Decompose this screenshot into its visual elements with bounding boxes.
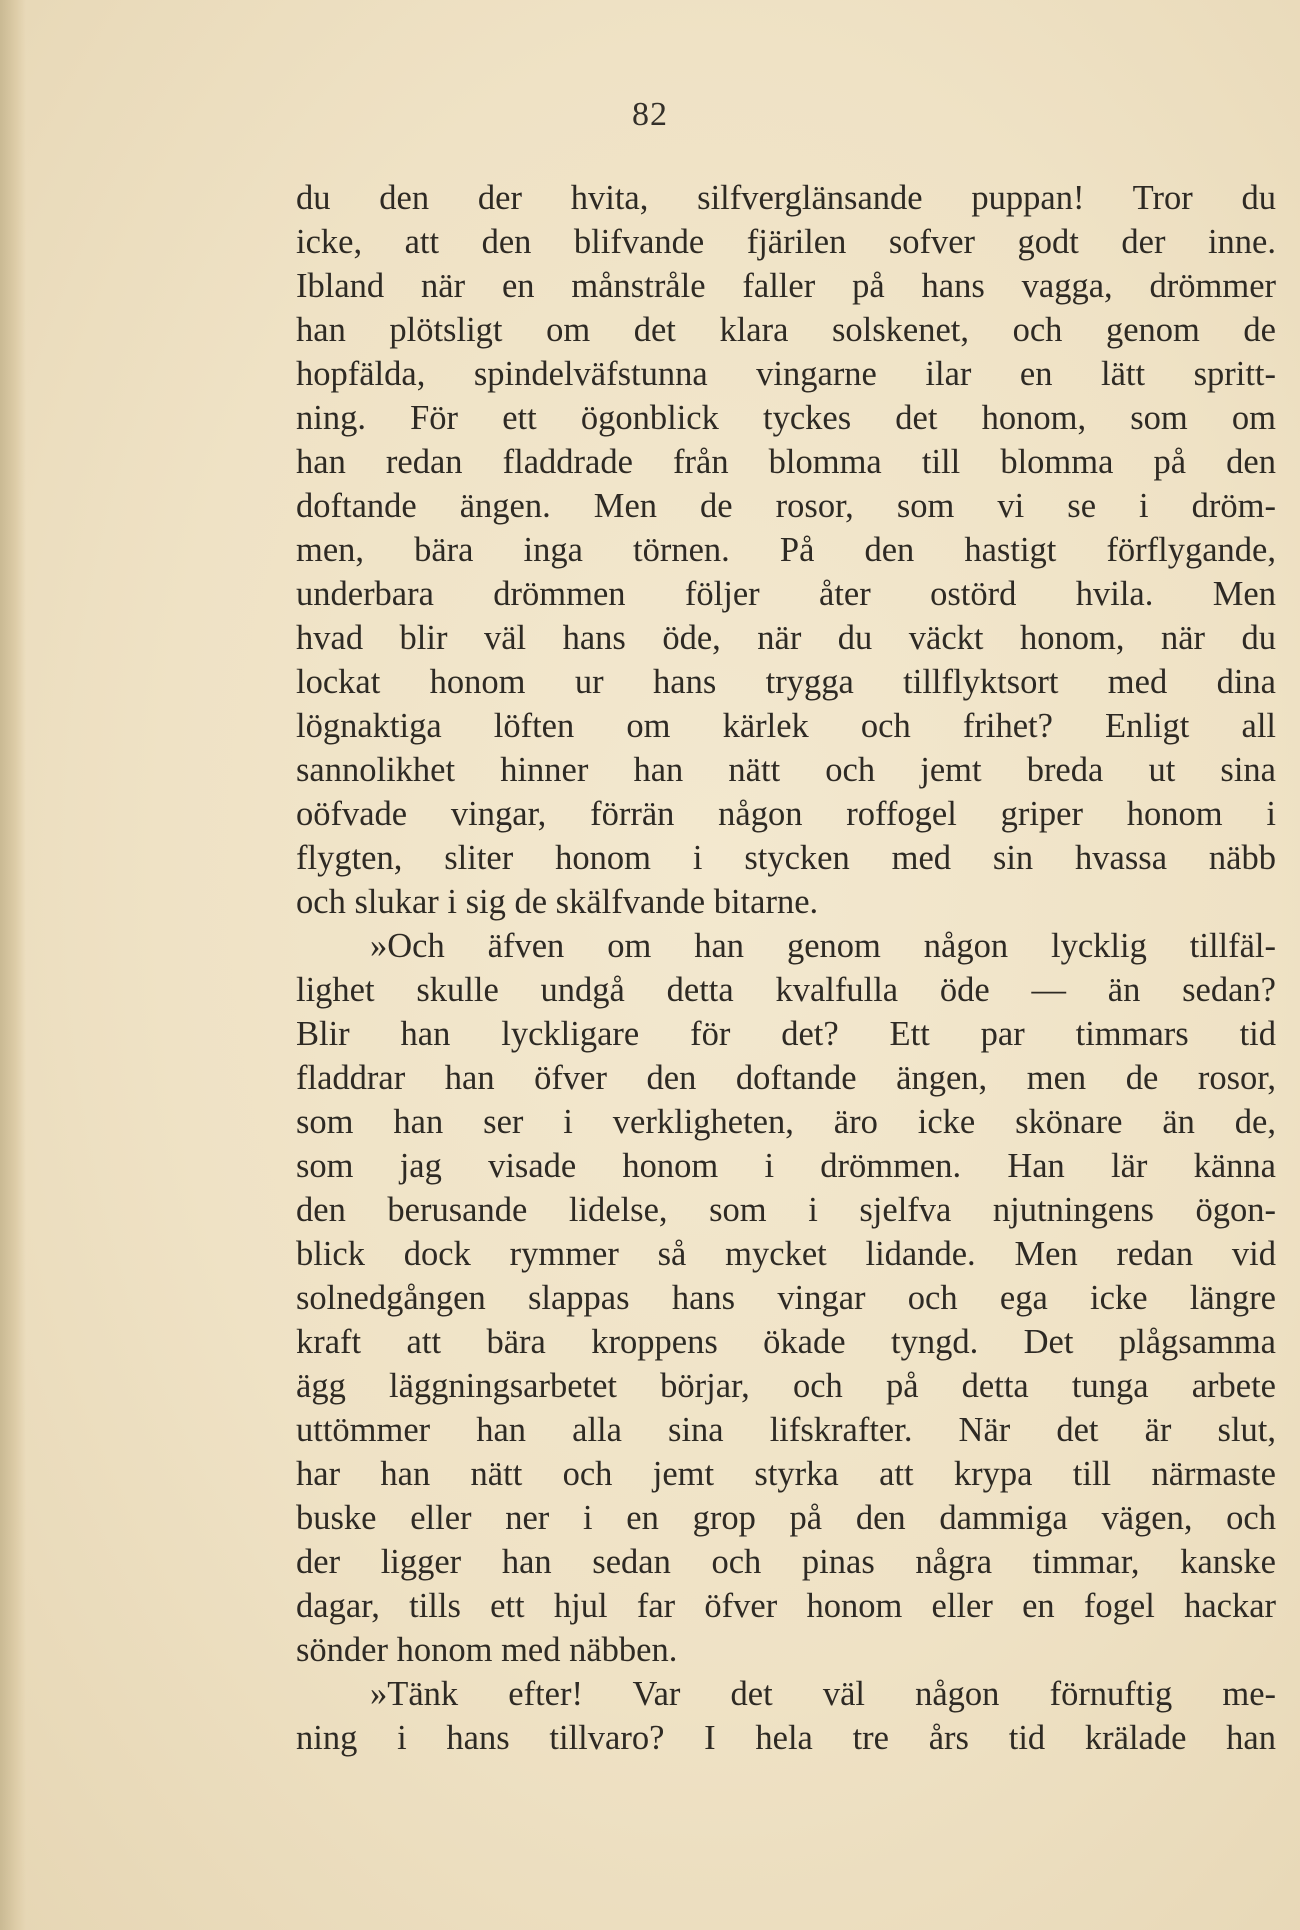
text-line: dagar, tills ett hjul far öfver honom eller en fogel hackar (296, 1587, 1276, 1625)
text-line: underbara drömmen följer åter ostörd hvila. Men (296, 575, 1276, 613)
text-line: sönder honom med näbben. (296, 1631, 678, 1669)
body-text (296, 176, 1276, 1760)
text-line: och slukar i sig de skälfvande bitarne. (296, 883, 819, 921)
text-line: lighet skulle undgå detta kvalfulla öde — än sedan? (296, 971, 1276, 1009)
text-line: doftande ängen. Men de rosor, som vi se i dröm- (296, 487, 1276, 525)
text-line: ning i hans tillvaro? I hela tre års tid krälade han (296, 1719, 1276, 1757)
text-line: blick dock rymmer så mycket lidande. Men redan vid (296, 1235, 1276, 1273)
paragraph (296, 1672, 1276, 1760)
text-line: lockat honom ur hans trygga tillflyktsort med dina (296, 663, 1276, 701)
text-line: Blir han lyckligare för det? Ett par timmars tid (296, 1015, 1276, 1053)
text-line: du den der hvita, silfverglänsande puppan! Tror du (296, 179, 1276, 217)
text-line: der ligger han sedan och pinas några timmar, kanske (296, 1543, 1276, 1581)
text-line: har han nätt och jemt styrka att krypa till närmaste (296, 1455, 1276, 1493)
text-line: fladdrar han öfver den doftande ängen, men de rosor, (296, 1059, 1276, 1097)
text-line: han redan fladdrade från blomma till blomma på den (296, 443, 1276, 481)
text-line: solnedgången slappas hans vingar och ega icke längre (296, 1279, 1276, 1317)
text-line: hvad blir väl hans öde, när du väckt honom, när du (296, 619, 1276, 657)
text-line: den berusande lidelse, som i sjelfva njutningens ögon- (296, 1191, 1276, 1229)
text-line: icke, att den blifvande fjärilen sofver godt der inne. (296, 223, 1276, 261)
text-line: uttömmer han alla sina lifskrafter. När det är slut, (296, 1411, 1276, 1449)
text-line: men, bära inga törnen. På den hastigt förflygande, (296, 531, 1276, 569)
text-line: som han ser i verkligheten, äro icke skönare än de, (296, 1103, 1276, 1141)
text-line: flygten, sliter honom i stycken med sin hvassa näbb (296, 839, 1276, 877)
text-line: han plötsligt om det klara solskenet, och genom de (296, 311, 1276, 349)
page-binding-shadow (0, 0, 26, 1930)
text-line: lögnaktiga löften om kärlek och frihet? Enligt all (296, 707, 1276, 745)
text-line: »Tänk efter! Var det väl någon förnuftig me- (370, 1675, 1276, 1713)
text-line: hopfälda, spindelväfstunna vingarne ilar en lätt spritt- (296, 355, 1276, 393)
text-line: buske eller ner i en grop på den dammiga vägen, och (296, 1499, 1276, 1537)
text-line: Ibland när en månstråle faller på hans vagga, drömmer (296, 267, 1276, 305)
text-line: »Och äfven om han genom någon lycklig tillfäl- (370, 927, 1276, 965)
text-line: sannolikhet hinner han nätt och jemt breda ut sina (296, 751, 1276, 789)
page-number: 82 (632, 96, 668, 133)
paragraph (296, 924, 1276, 1672)
text-line: som jag visade honom i drömmen. Han lär känna (296, 1147, 1276, 1185)
text-line: ägg läggningsarbetet börjar, och på detta tunga arbete (296, 1367, 1276, 1405)
paragraph (296, 176, 1276, 924)
text-line: oöfvade vingar, förrän någon roffogel griper honom i (296, 795, 1276, 833)
text-line: ning. För ett ögonblick tyckes det honom, som om (296, 399, 1276, 437)
text-line: kraft att bära kroppens ökade tyngd. Det plågsamma (296, 1323, 1276, 1361)
